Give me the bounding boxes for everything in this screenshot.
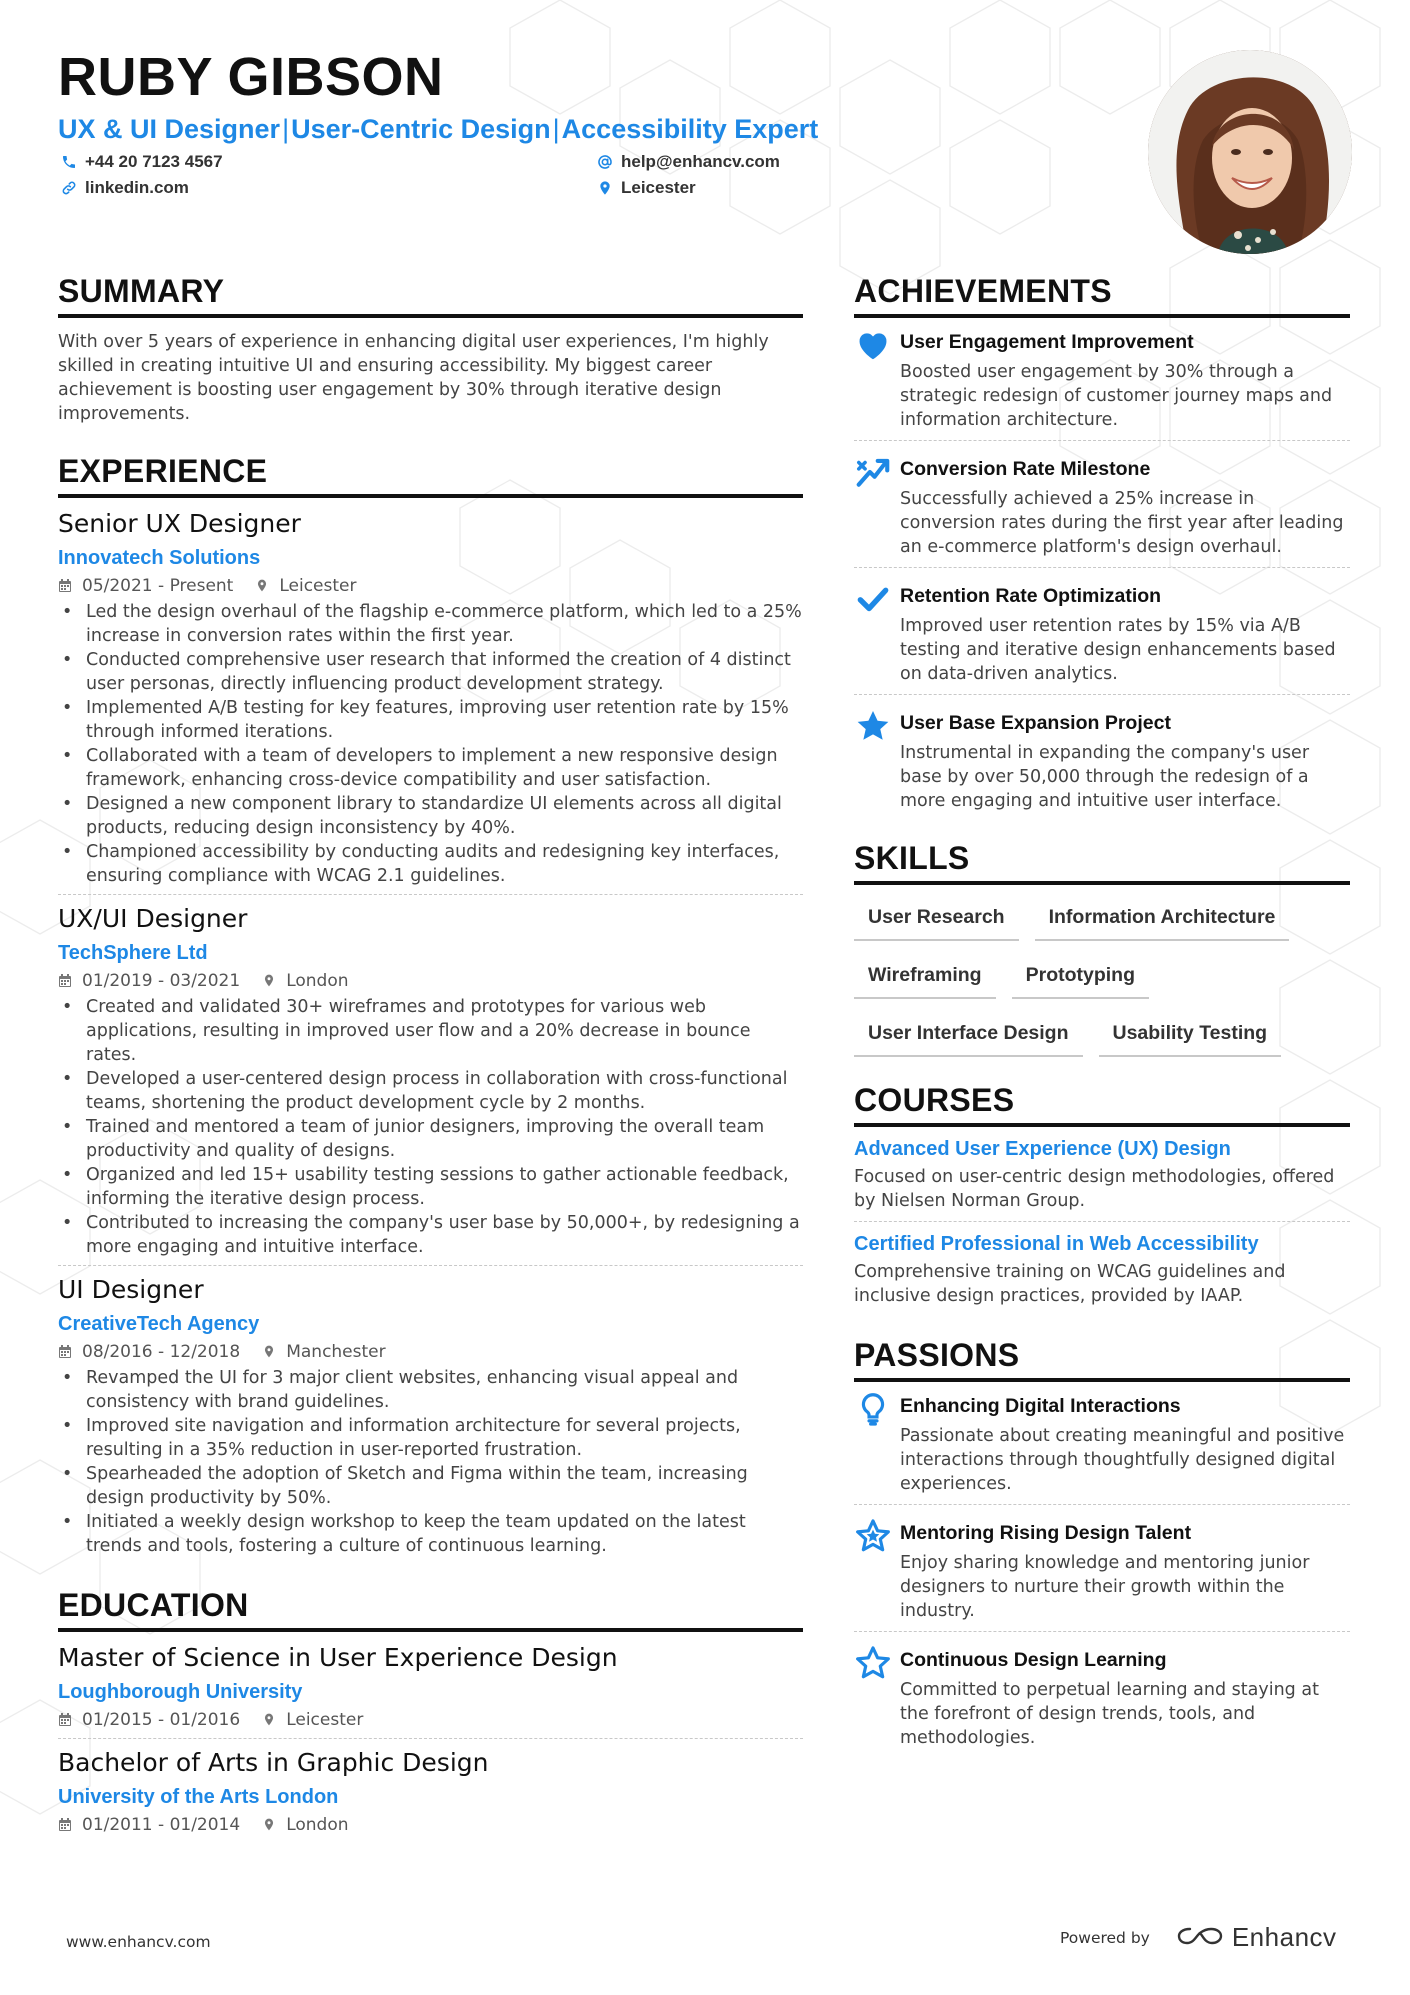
course-title: Certified Professional in Web Accessibility [854, 1233, 1259, 1255]
course-text: Comprehensive training on WCAG guidelines and inclusive design practices, provided by IAAP. [854, 1262, 1286, 1306]
achievement-text: Improved user retention rates by 15% via A/B testing and iterative design enhancements based on data-driven analytics. [900, 616, 1336, 684]
achievement-title: Conversion Rate Milestone [900, 458, 1151, 480]
achievement-title: Retention Rate Optimization [900, 585, 1162, 607]
divider [854, 694, 1350, 695]
calendar-icon [58, 578, 74, 594]
achievement-text: Instrumental in expanding the company's user base by over 50,000 through the redesign of a more engaging and intuitive user interface. [900, 743, 1310, 811]
passion-title: Mentoring Rising Design Talent [900, 1522, 1192, 1544]
summary-text: With over 5 years of experience in enhancing digital user experiences, I'm highly skilled in creating intuitive UI and ensuring accessibility. My biggest career achievement is boosting user engagement by 30% through iterative design improvements. [58, 332, 769, 424]
job-company: Innovatech Solutions [58, 547, 261, 569]
passion-text: Enjoy sharing knowledge and mentoring junior designers to nurture their growth within the industry. [900, 1553, 1310, 1621]
skill-tag: Wireframing [854, 955, 996, 999]
left-column [58, 272, 803, 1837]
achievement-text: Boosted user engagement by 30% through a strategic redesign of customer journey maps and information architecture. [900, 362, 1333, 430]
job-bullet: • Improved site navigation and information architecture for several projects, resulting in a 35% reduction in user-reported frustration. [58, 1414, 803, 1462]
passion-title: Continuous Design Learning [900, 1649, 1167, 1671]
job-dates: 05/2021 - Present [82, 576, 234, 596]
job-company: TechSphere Ltd [58, 942, 208, 964]
star-icon [854, 703, 900, 813]
education-entry [58, 1747, 803, 1837]
calendar-icon [58, 973, 74, 989]
achievement-title: User Engagement Improvement [900, 331, 1194, 353]
job-bullet: • Initiated a weekly design workshop to keep the team updated on the latest trends and tools, fostering a culture of continuous learning. [58, 1510, 803, 1558]
calendar-icon [58, 1344, 74, 1360]
star-outline-icon [854, 1640, 900, 1750]
job-bullet: • Designed a new component library to standardize UI elements across all digital products, reducing design inconsistency by 40%. [58, 792, 803, 840]
title-2: User-Centric Design [291, 114, 551, 144]
skills-section [854, 839, 1350, 1071]
education-location: London [262, 1813, 348, 1837]
contact-email[interactable]: help@enhancv.com [596, 152, 780, 172]
experience-section [58, 452, 803, 1558]
passion-title: Enhancing Digital Interactions [900, 1395, 1181, 1417]
achievement-item [854, 703, 1350, 813]
job-bullet: • Created and validated 30+ wireframes and prototypes for various web applications, resulting in improved user flow and a 20% decrease in bounce rates. [58, 995, 803, 1067]
location-pin-icon [255, 578, 271, 594]
skill-tag: Prototyping [1012, 955, 1149, 999]
divider [58, 894, 803, 895]
at-sign-icon [596, 153, 614, 171]
candidate-name: RUBY GIBSON [58, 47, 444, 107]
footer-website[interactable]: www.enhancv.com [66, 1933, 211, 1951]
achievements-section [854, 272, 1350, 813]
job-bullet: • Championed accessibility by conducting audits and redesigning key interfaces, ensuring compliance with WCAG 2.1 guidelines. [58, 840, 803, 888]
job-bullet: • Spearheaded the adoption of Sketch and Figma within the team, increasing design productivity by 50%. [58, 1462, 803, 1510]
achievement-text: Successfully achieved a 25% increase in conversion rates during the first year after leading an e-commerce platform's design overhaul. [900, 489, 1344, 557]
achievement-title: User Base Expansion Project [900, 712, 1171, 734]
skill-tag: Information Architecture [1035, 897, 1290, 941]
job-entry [58, 903, 803, 1259]
job-dates: 08/2016 - 12/2018 [82, 1342, 241, 1362]
job-bullets [58, 995, 803, 1259]
job-bullet: • Led the design overhaul of the flagship e-commerce platform, which led to a 25% increase in conversion rates within the first year. [58, 600, 803, 648]
contact-location: Leicester [596, 178, 696, 198]
divider [58, 1738, 803, 1739]
calendar-icon [58, 1712, 74, 1728]
courses-section [854, 1081, 1350, 1308]
job-location: Manchester [262, 1340, 385, 1364]
skill-tag: User Research [854, 897, 1019, 941]
lightbulb-icon [854, 1386, 900, 1496]
title-separator: | [282, 114, 290, 144]
right-column [854, 272, 1350, 1750]
location-pin-icon [262, 1817, 278, 1833]
achievement-item [854, 449, 1350, 559]
summary-heading: SUMMARY [58, 272, 803, 318]
candidate-titles [58, 112, 1118, 146]
job-location: Leicester [255, 574, 356, 598]
checkmark-icon [854, 576, 900, 686]
job-entry [58, 1274, 803, 1558]
passion-item [854, 1386, 1350, 1496]
courses-heading: COURSES [854, 1081, 1350, 1127]
contact-phone[interactable]: +44 20 7123 4567 [60, 152, 223, 172]
degree-title: Bachelor of Arts in Graphic Design [58, 1748, 489, 1777]
divider [854, 1221, 1350, 1222]
degree-title: Master of Science in User Experience Design [58, 1643, 618, 1672]
skill-tag: Usability Testing [1099, 1013, 1282, 1057]
job-company: CreativeTech Agency [58, 1313, 260, 1335]
school-name: Loughborough University [58, 1681, 303, 1703]
job-bullet: • Revamped the UI for 3 major client websites, enhancing visual appeal and consistency with brand guidelines. [58, 1366, 803, 1414]
job-meta [58, 1340, 803, 1364]
star-outline-sparkle-icon [854, 1513, 900, 1623]
title-3: Accessibility Expert [561, 114, 819, 144]
title-separator: | [552, 114, 560, 144]
course-item [854, 1135, 1350, 1213]
enhancv-logo-icon [1176, 1923, 1224, 1953]
job-entry [58, 508, 803, 888]
job-bullet: • Implemented A/B testing for key features, improving user retention rate by 15% through informed iterations. [58, 696, 803, 744]
experience-heading: EXPERIENCE [58, 452, 803, 498]
powered-by-label: Powered by [1060, 1928, 1150, 1947]
achievement-item [854, 576, 1350, 686]
phone-icon [60, 153, 78, 171]
skills-heading: SKILLS [854, 839, 1350, 885]
job-title: UI Designer [58, 1275, 204, 1304]
location-pin-icon [596, 179, 614, 197]
achievement-item [854, 322, 1350, 432]
trend-arrow-icon [854, 449, 900, 559]
calendar-icon [58, 1817, 74, 1833]
passion-item [854, 1513, 1350, 1623]
job-dates: 01/2019 - 03/2021 [82, 971, 241, 991]
job-meta [58, 969, 803, 993]
education-dates: 01/2015 - 01/2016 [82, 1710, 241, 1730]
education-heading: EDUCATION [58, 1586, 803, 1632]
divider [854, 1504, 1350, 1505]
achievements-heading: ACHIEVEMENTS [854, 272, 1350, 318]
passion-text: Committed to perpetual learning and staying at the forefront of design trends, tools, and methodologies. [900, 1680, 1319, 1748]
course-title: Advanced User Experience (UX) Design [854, 1138, 1231, 1160]
divider [854, 1631, 1350, 1632]
job-location: London [262, 969, 348, 993]
job-title: UX/UI Designer [58, 904, 248, 933]
job-bullet: • Developed a user-centered design process in collaboration with cross-functional teams, shortening the product development cycle by 2 months. [58, 1067, 803, 1115]
education-location: Leicester [262, 1708, 363, 1732]
brand-name: Enhancv [1231, 1922, 1337, 1952]
job-bullets [58, 600, 803, 888]
divider [58, 1265, 803, 1266]
job-bullet: • Trained and mentored a team of junior designers, improving the overall team productivity and quality of designs. [58, 1115, 803, 1163]
job-bullets [58, 1366, 803, 1558]
contact-linkedin[interactable]: linkedin.com [60, 178, 189, 198]
job-bullet: • Contributed to increasing the company's user base by 50,000+, by redesigning a more engaging and intuitive interface. [58, 1211, 803, 1259]
heart-icon [854, 322, 900, 432]
profile-photo [1148, 50, 1352, 254]
footer-branding[interactable] [1060, 1922, 1337, 1953]
school-name: University of the Arts London [58, 1786, 339, 1808]
divider [854, 440, 1350, 441]
course-text: Focused on user-centric design methodologies, offered by Nielsen Norman Group. [854, 1167, 1335, 1211]
contact-info [58, 152, 1118, 212]
job-meta [58, 574, 803, 598]
divider [854, 567, 1350, 568]
passions-heading: PASSIONS [854, 1336, 1350, 1382]
education-meta [58, 1813, 803, 1837]
location-pin-icon [262, 1344, 278, 1360]
education-meta [58, 1708, 803, 1732]
job-bullet: • Organized and led 15+ usability testing sessions to gather actionable feedback, informing the iterative design process. [58, 1163, 803, 1211]
link-icon [60, 179, 78, 197]
education-dates: 01/2011 - 01/2014 [82, 1815, 241, 1835]
summary-section [58, 272, 803, 426]
skill-tag: User Interface Design [854, 1013, 1083, 1057]
education-entry [58, 1642, 803, 1732]
job-bullet: • Collaborated with a team of developers to implement a new responsive design framework, enhancing cross-device compatibility and user satisfaction. [58, 744, 803, 792]
course-item [854, 1230, 1350, 1308]
title-1: UX & UI Designer [58, 114, 281, 144]
job-title: Senior UX Designer [58, 509, 301, 538]
passion-text: Passionate about creating meaningful and positive interactions through thoughtfully designed digital experiences. [900, 1426, 1345, 1494]
location-pin-icon [262, 1712, 278, 1728]
job-bullet: • Conducted comprehensive user research that informed the creation of 4 distinct user personas, directly influencing product development strategy. [58, 648, 803, 696]
passions-section [854, 1336, 1350, 1750]
passion-item [854, 1640, 1350, 1750]
skills-list [854, 897, 1350, 1071]
location-pin-icon [262, 973, 278, 989]
education-section [58, 1586, 803, 1837]
resume-header [58, 46, 1118, 212]
